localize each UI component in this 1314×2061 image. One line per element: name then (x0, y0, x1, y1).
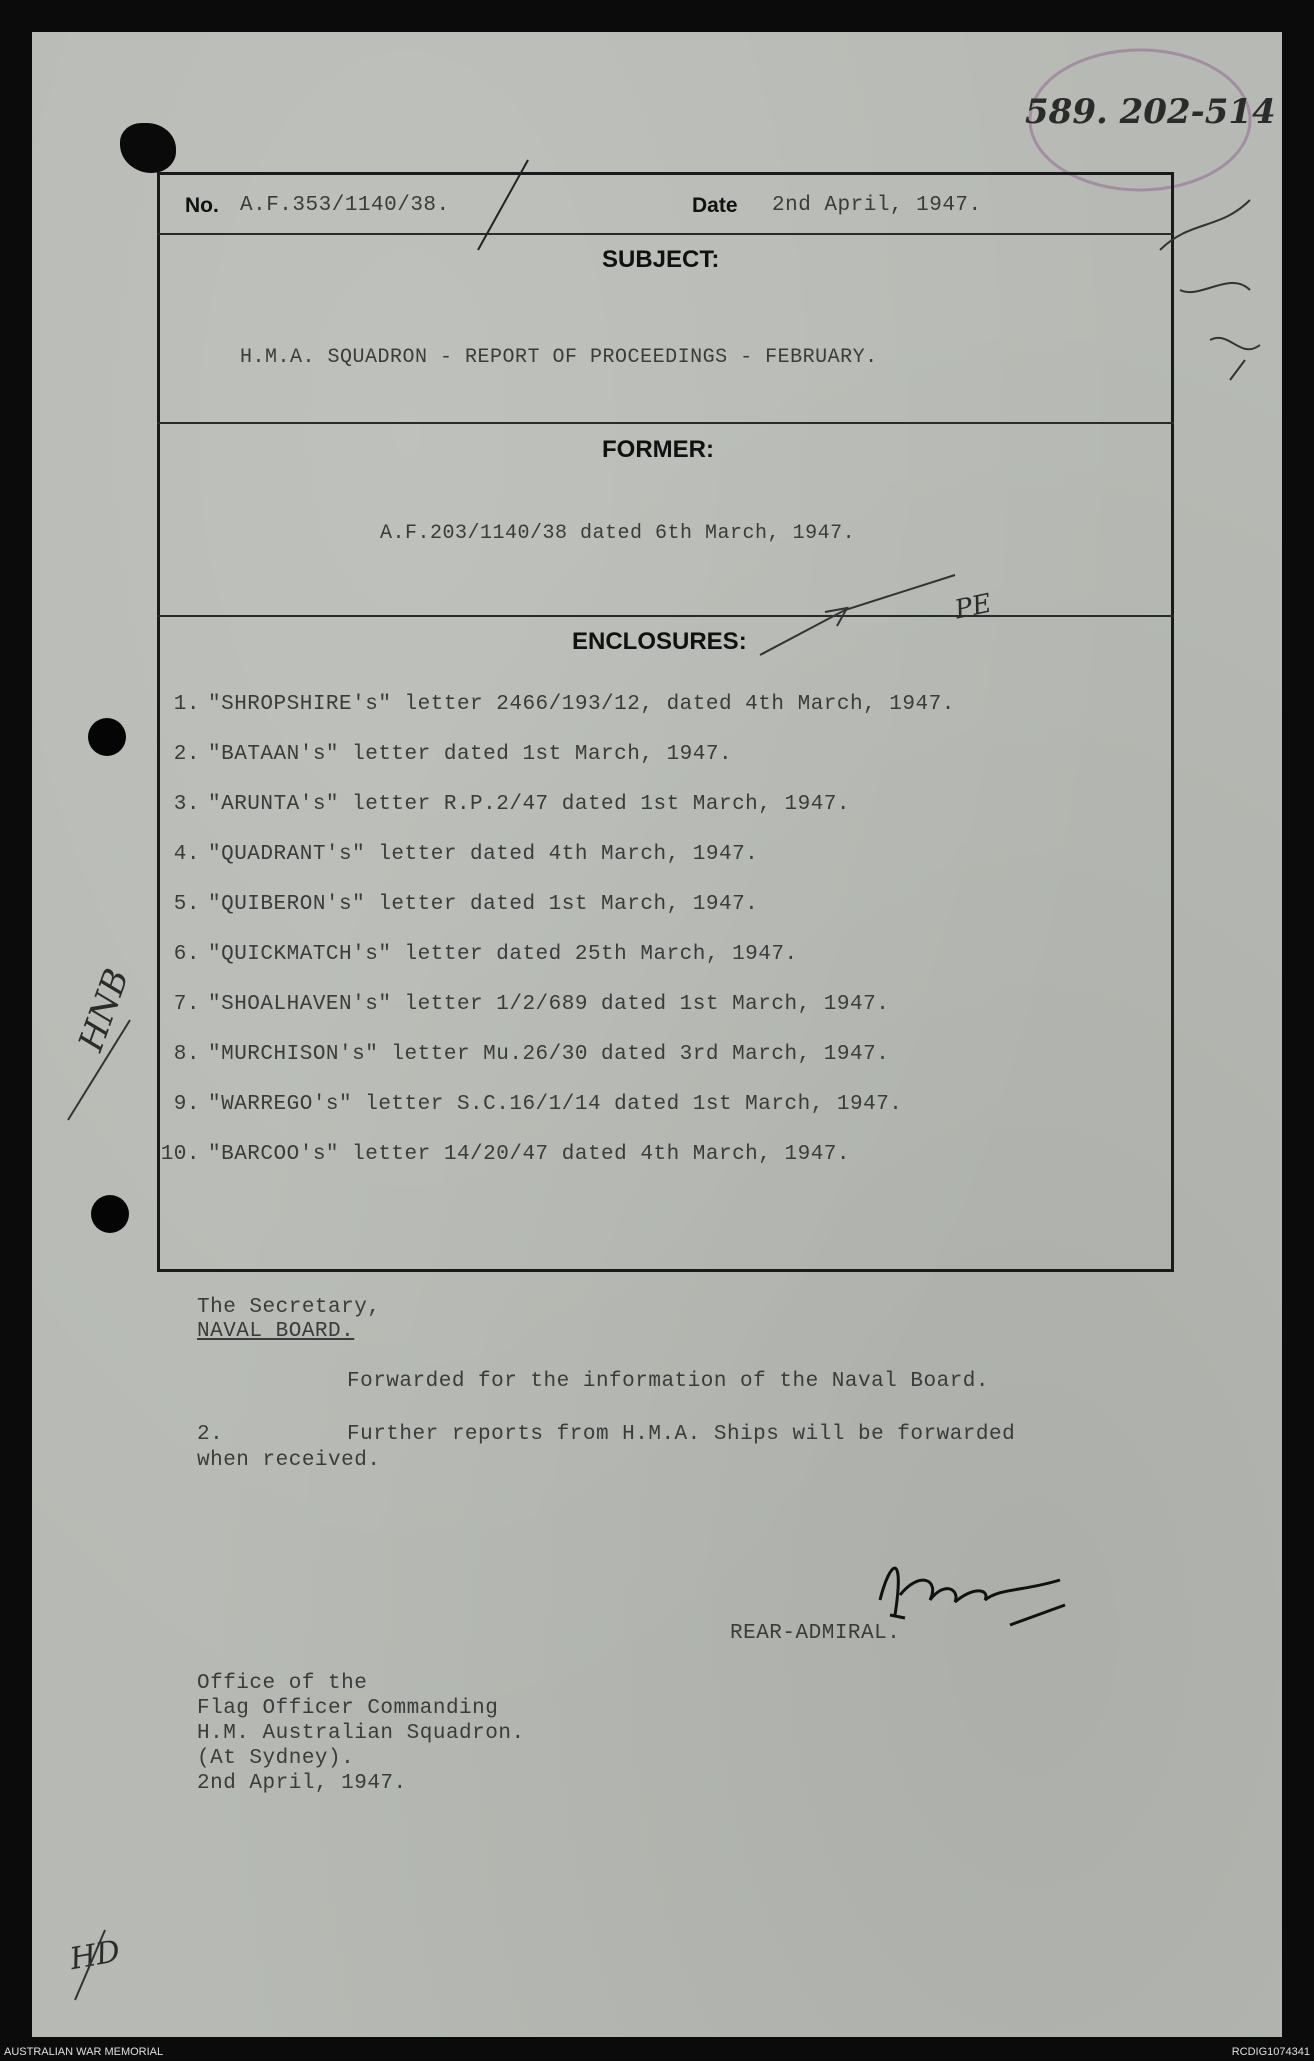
paragraph-2-number: 2. (197, 1423, 224, 1446)
list-item (150, 1093, 955, 1143)
enclosure-text: "ARUNTA's" letter R.P.2/47 dated 1st March, 1947. (208, 793, 851, 816)
footer-right: RCDIG1074341 (1231, 2046, 1310, 2058)
enclosure-number: 8. (173, 1043, 200, 1066)
punch-hole-bottom (91, 1195, 129, 1233)
enclosure-number: 5. (173, 893, 200, 916)
enclosures-label: ENCLOSURES: (572, 628, 747, 655)
subject-label: SUBJECT: (602, 246, 720, 273)
former-label: FORMER: (602, 436, 714, 463)
enclosure-text: "WARREGO's" letter S.C.16/1/14 dated 1st March, 1947. (208, 1093, 903, 1116)
addressee-line1: The Secretary, (197, 1296, 381, 1319)
list-item (150, 1043, 955, 1093)
office-line: Flag Officer Commanding (197, 1697, 499, 1720)
bottom-initials: HD (67, 1933, 123, 1978)
list-item (150, 693, 955, 743)
enclosure-text: "QUICKMATCH's" letter dated 25th March, 1947. (208, 943, 798, 966)
enclosure-text: "QUIBERON's" letter dated 1st March, 1947. (208, 893, 759, 916)
enclosure-number: 2. (173, 743, 200, 766)
office-line: H.M. Australian Squadron. (197, 1722, 525, 1745)
list-item (150, 743, 955, 793)
subject-text: H.M.A. SQUADRON - REPORT OF PROCEEDINGS - FEBRUARY. (240, 346, 878, 369)
date-label: Date (692, 194, 738, 217)
office-line: Office of the (197, 1672, 368, 1695)
pen-stroke-margin (60, 1015, 140, 1125)
no-label: No. (185, 194, 219, 217)
pen-arrow-former (755, 560, 965, 670)
pen-stroke-header (468, 155, 538, 255)
paragraph-2-line1: Further reports from H.M.A. Ships will be forwarded (347, 1423, 1016, 1446)
office-line: 2nd April, 1947. (197, 1772, 407, 1795)
enclosure-text: "BATAAN's" letter dated 1st March, 1947. (208, 743, 733, 766)
former-text: A.F.203/1140/38 dated 6th March, 1947. (380, 522, 856, 545)
list-item (150, 1143, 955, 1193)
enclosure-number: 10. (160, 1143, 200, 1166)
list-item (150, 993, 955, 1043)
enclosure-number: 7. (173, 993, 200, 1016)
paragraph-1: Forwarded for the information of the Naval Board. (347, 1370, 990, 1393)
enclosure-number: 3. (173, 793, 200, 816)
enclosure-text: "BARCOO's" letter 14/20/47 dated 4th March, 1947. (208, 1143, 851, 1166)
signature-title: REAR-ADMIRAL. (730, 1622, 901, 1645)
enclosure-text: "SHROPSHIRE's" letter 2466/193/12, dated 4th March, 1947. (208, 693, 955, 716)
pen-stroke-bottom (60, 1925, 120, 2005)
office-line: (At Sydney). (197, 1747, 355, 1770)
divider-header (157, 233, 1174, 235)
date-value: 2nd April, 1947. (772, 194, 982, 217)
punch-hole-top (88, 718, 126, 756)
list-item (150, 943, 955, 993)
enclosure-text: "QUADRANT's" letter dated 4th March, 1947. (208, 843, 759, 866)
footer-left: AUSTRALIAN WAR MEMORIAL (4, 2046, 164, 2058)
divider-subject (157, 422, 1174, 424)
enclosure-number: 4. (173, 843, 200, 866)
office-block (197, 1672, 525, 1797)
margin-initials: HNB (70, 963, 138, 1057)
list-item (150, 893, 955, 943)
enclosure-number: 9. (173, 1093, 200, 1116)
paragraph-2-line2: when received. (197, 1449, 381, 1472)
list-item (150, 843, 955, 893)
reference-number: 589. 202-514 (1025, 92, 1276, 132)
list-item (150, 793, 955, 843)
former-annotation: PE (952, 588, 995, 626)
enclosure-list (150, 693, 955, 1193)
enclosure-text: "SHOALHAVEN's" letter 1/2/689 dated 1st March, 1947. (208, 993, 890, 1016)
addressee-line2: NAVAL BOARD. (197, 1320, 355, 1343)
enclosure-text: "MURCHISON's" letter Mu.26/30 dated 3rd March, 1947. (208, 1043, 890, 1066)
divider-former (157, 615, 1174, 617)
enclosure-number: 6. (173, 943, 200, 966)
pen-scribble-right (1150, 180, 1280, 400)
no-value: A.F.353/1140/38. (240, 194, 450, 217)
enclosure-number: 1. (173, 693, 200, 716)
